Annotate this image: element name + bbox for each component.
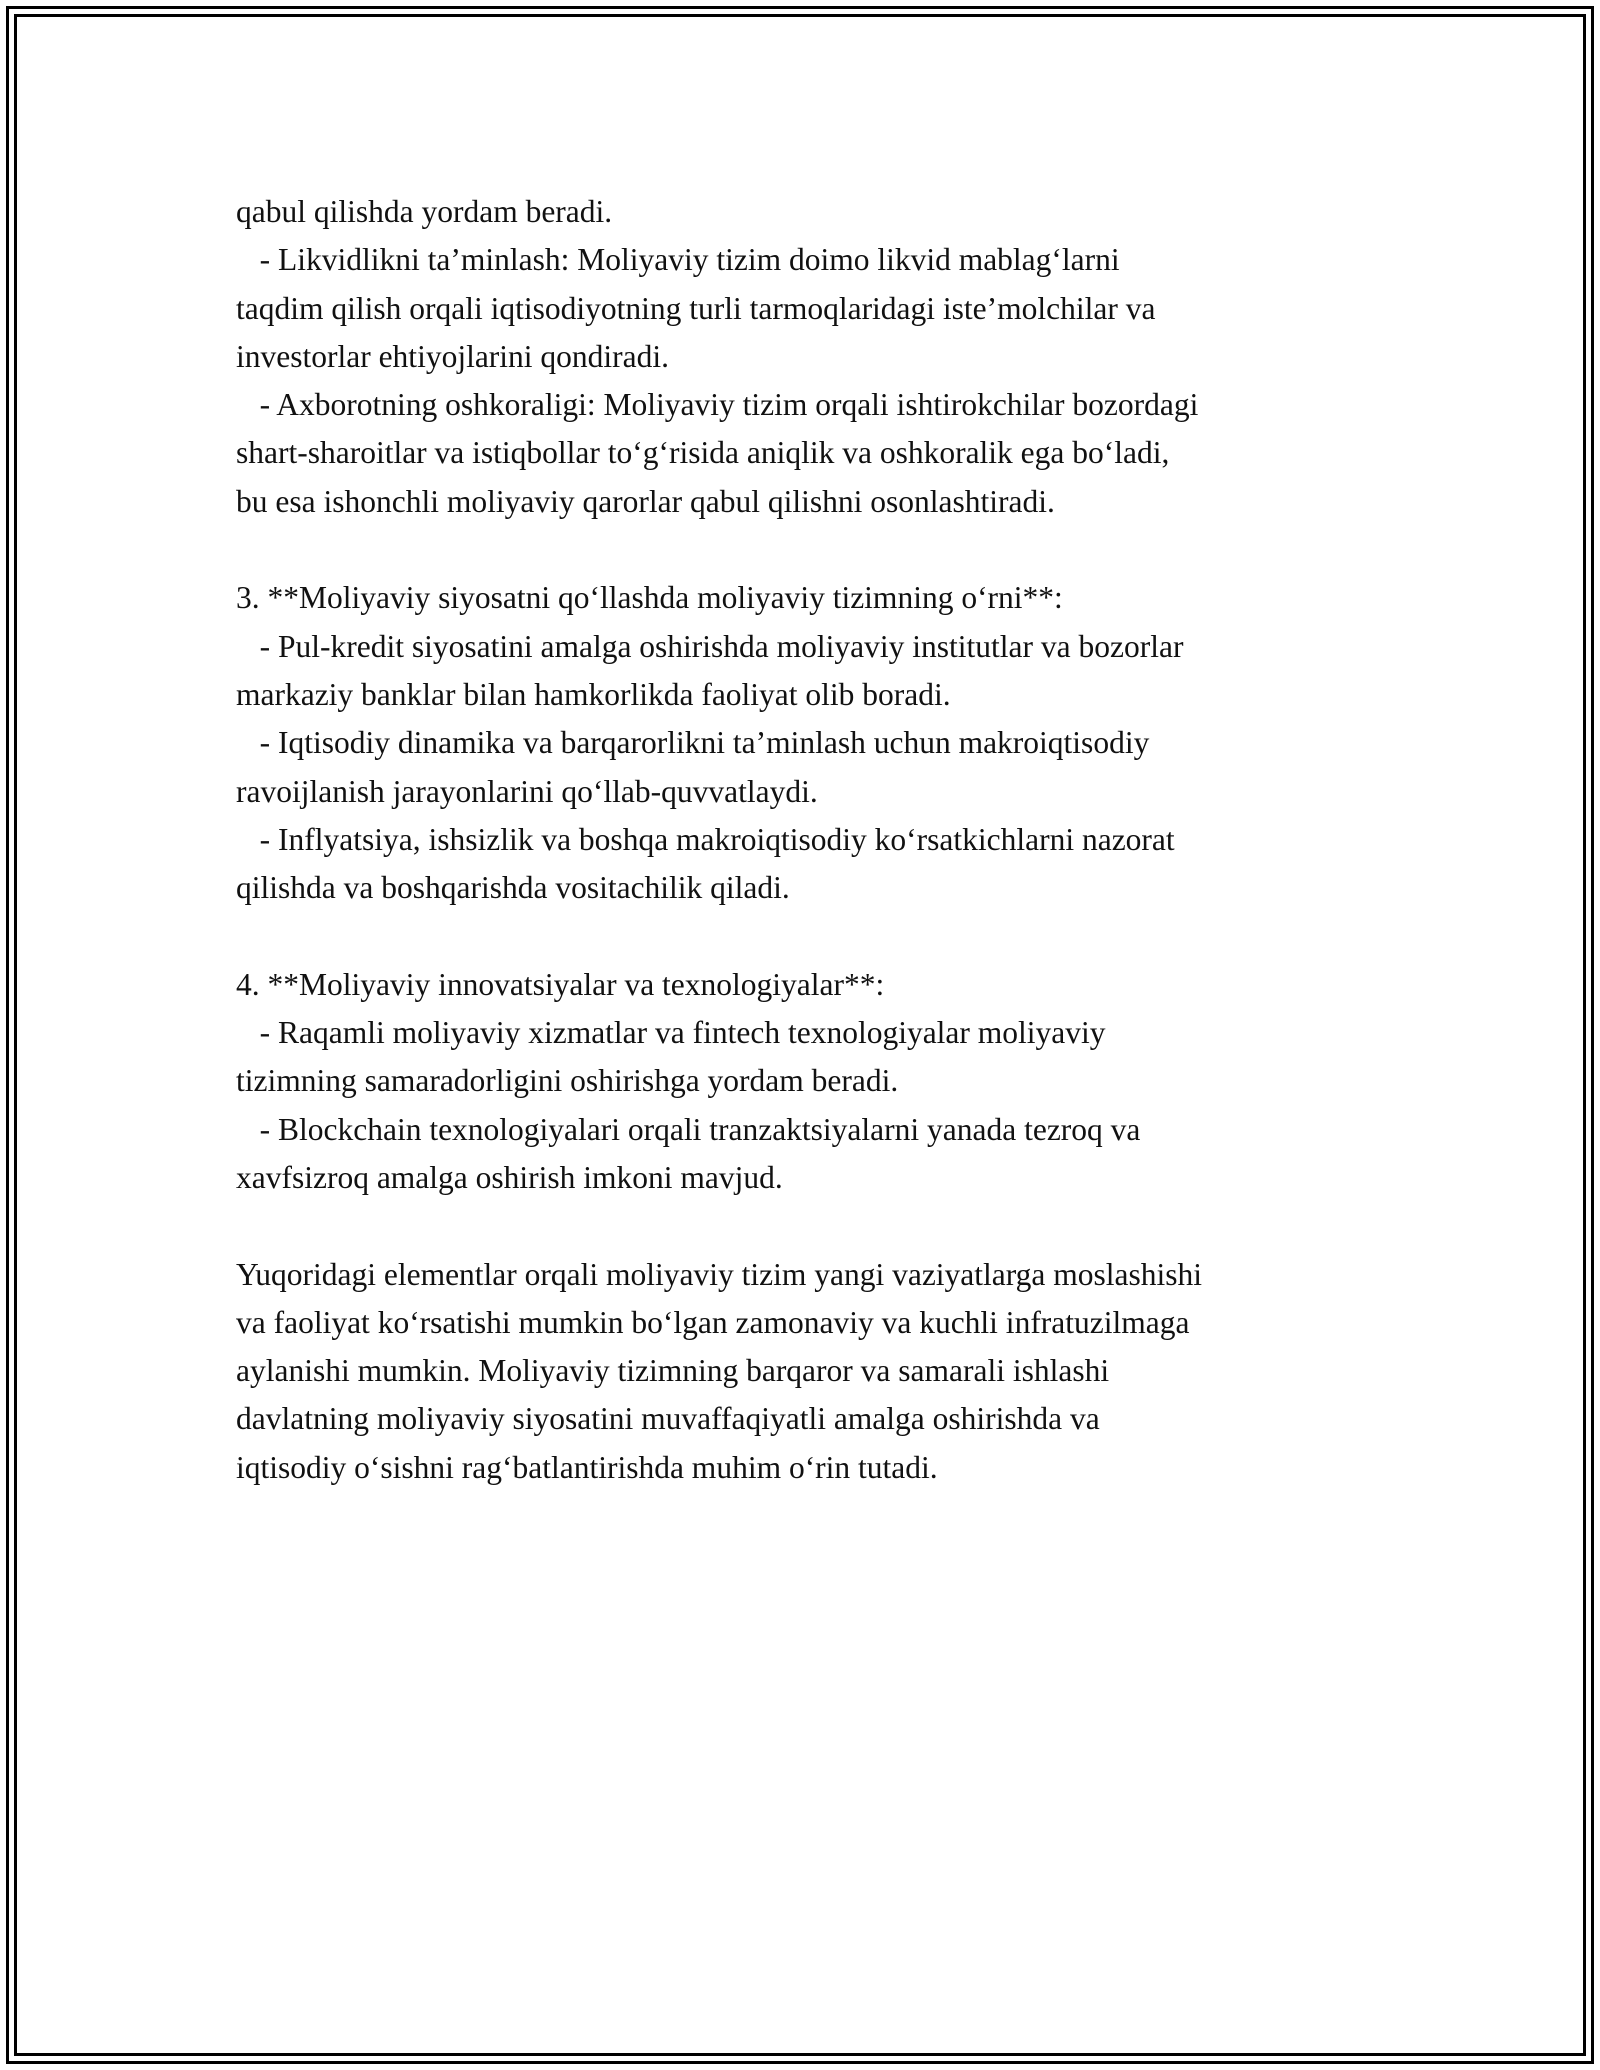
text-line: taqdim qilish orqali iqtisodiyotning turli tarmoqlaridagi iste’molchilar va bbox=[236, 290, 1156, 326]
text-line: ravoijlanish jarayonlarini qo‘llab-quvvatlaydi. bbox=[236, 773, 818, 809]
text-line: shart-sharoitlar va istiqbollar to‘g‘risida aniqlik va oshkoralik ega bo‘ladi, bbox=[236, 435, 1170, 471]
text-line: - Raqamli moliyaviy xizmatlar va fintech texnologiyalar moliyaviy bbox=[236, 1015, 1106, 1051]
text-line: - Iqtisodiy dinamika va barqarorlikni ta’minlash uchun makroiqtisodiy bbox=[236, 725, 1150, 761]
blank-line bbox=[236, 1202, 1386, 1250]
section-heading: 3. **Moliyaviy siyosatni qo‘llashda moliyaviy tizimning o‘rni**: bbox=[236, 580, 1063, 616]
text-line: - Pul-kredit siyosatini amalga oshirishda moliyaviy institutlar va bozorlar bbox=[236, 628, 1184, 664]
text-line: markaziy banklar bilan hamkorlikda faoliyat olib boradi. bbox=[236, 676, 951, 712]
text-line: - Inflyatsiya, ishsizlik va boshqa makroiqtisodiy ko‘rsatkichlarni nazorat bbox=[236, 821, 1175, 857]
section-heading: 4. **Moliyaviy innovatsiyalar va texnologiyalar**: bbox=[236, 966, 885, 1002]
text-line: iqtisodiy o‘sishni rag‘batlantirishda muhim o‘rin tutadi. bbox=[236, 1449, 938, 1485]
text-line: qilishda va boshqarishda vositachilik qiladi. bbox=[236, 870, 790, 906]
document-body bbox=[236, 188, 1386, 1492]
text-line: davlatning moliyaviy siyosatini muvaffaqiyatli amalga oshirishda va bbox=[236, 1401, 1100, 1437]
text-line: - Likvidlikni ta’minlash: Moliyaviy tizim doimo likvid mablag‘larni bbox=[236, 242, 1120, 278]
text-line: - Axborotning oshkoraligi: Moliyaviy tizim orqali ishtirokchilar bozordagi bbox=[236, 387, 1199, 423]
blank-line bbox=[236, 526, 1386, 574]
text-line: tizimning samaradorligini oshirishga yordam beradi. bbox=[236, 1063, 899, 1099]
text-line: xavfsizroq amalga oshirish imkoni mavjud. bbox=[236, 1159, 783, 1195]
text-line: qabul qilishda yordam beradi. bbox=[236, 194, 613, 229]
text-line: - Blockchain texnologiyalari orqali tranzaktsiyalarni yanada tezroq va bbox=[236, 1111, 1141, 1147]
text-line: aylanishi mumkin. Moliyaviy tizimning barqaror va samarali ishlashi bbox=[236, 1353, 1110, 1389]
text-line: va faoliyat ko‘rsatishi mumkin bo‘lgan zamonaviy va kuchli infratuzilmaga bbox=[236, 1304, 1190, 1340]
blank-line bbox=[236, 912, 1386, 960]
text-line: Yuqoridagi elementlar orqali moliyaviy tizim yangi vaziyatlarga moslashishi bbox=[236, 1256, 1203, 1292]
text-line: investorlar ehtiyojlarini qondiradi. bbox=[236, 338, 670, 374]
text-line: bu esa ishonchli moliyaviy qarorlar qabul qilishni osonlashtiradi. bbox=[236, 483, 1055, 519]
